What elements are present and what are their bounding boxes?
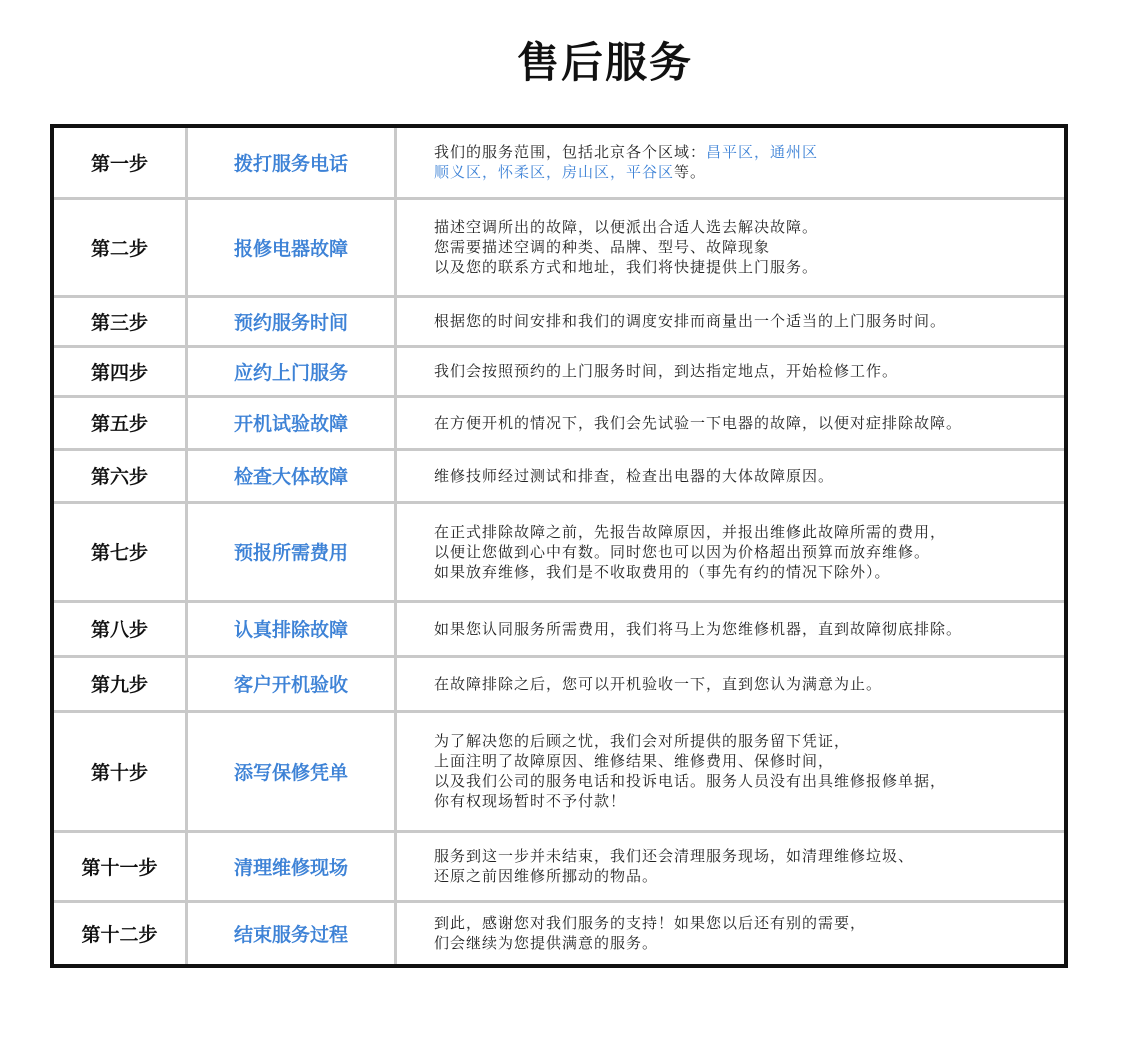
description-line: 维修技师经过测试和排查，检查出电器的大体故障原因。 bbox=[434, 466, 835, 485]
step-description bbox=[396, 711, 1065, 831]
step-row bbox=[54, 901, 1064, 964]
service-areas: 顺义区，怀柔区，房山区，平谷区 bbox=[434, 163, 675, 182]
description-text: 我们的服务范围，包括北京各个区域： bbox=[434, 143, 707, 162]
description-line: 以及我们公司的服务电话和投诉电话。服务人员没有出具维修报修单据， bbox=[434, 772, 947, 790]
service-steps-table bbox=[50, 124, 1068, 968]
step-action: 认真排除故障 bbox=[187, 601, 396, 656]
step-action: 清理维修现场 bbox=[187, 831, 396, 901]
step-number: 第十二步 bbox=[54, 901, 187, 964]
description-line: 以便让您做到心中有数。同时您也可以因为价格超出预算而放弃维修。 bbox=[434, 542, 931, 561]
step-number: 第四步 bbox=[54, 346, 187, 396]
step-number: 第七步 bbox=[54, 502, 187, 601]
step-action: 预报所需费用 bbox=[187, 502, 396, 601]
description-line: 们会继续为您提供满意的服务。 bbox=[434, 934, 659, 953]
step-description bbox=[396, 656, 1065, 711]
description-line: 还原之前因维修所挪动的物品。 bbox=[434, 867, 659, 885]
description-line: 为了解决您的后顾之忧，我们会对所提供的服务留下凭证， bbox=[434, 732, 851, 750]
step-action: 结束服务过程 bbox=[187, 901, 396, 964]
step-description bbox=[396, 831, 1065, 901]
description-line: 服务到这一步并未结束，我们还会清理服务现场，如清理维修垃圾、 bbox=[434, 847, 915, 865]
step-action: 客户开机验收 bbox=[187, 656, 396, 711]
step-description bbox=[396, 601, 1065, 656]
step-number: 第九步 bbox=[54, 656, 187, 711]
step-description bbox=[396, 901, 1065, 964]
description-line: 上面注明了故障原因、维修结果、维修费用、保修时间， bbox=[434, 752, 835, 770]
description-line: 如果放弃维修，我们是不收取费用的（事先有约的情况下除外）。 bbox=[434, 562, 891, 581]
step-description bbox=[396, 449, 1065, 502]
description-line: 如果您认同服务所需费用，我们将马上为您维修机器，直到故障彻底排除。 bbox=[434, 619, 963, 638]
step-description bbox=[396, 198, 1065, 296]
step-description bbox=[396, 396, 1065, 449]
description-line: 我们会按照预约的上门服务时间，到达指定地点，开始检修工作。 bbox=[434, 362, 899, 380]
step-number: 第二步 bbox=[54, 198, 187, 296]
step-number: 第十一步 bbox=[54, 831, 187, 901]
step-action: 开机试验故障 bbox=[187, 396, 396, 449]
step-description bbox=[396, 502, 1065, 601]
step-description bbox=[396, 296, 1065, 346]
step-action: 添写保修凭单 bbox=[187, 711, 396, 831]
step-row bbox=[54, 656, 1064, 711]
step-action: 检查大体故障 bbox=[187, 449, 396, 502]
description-line: 在方便开机的情况下，我们会先试验一下电器的故障，以便对症排除故障。 bbox=[434, 413, 963, 432]
description-line: 你有权现场暂时不予付款！ bbox=[434, 792, 627, 810]
step-action: 拨打服务电话 bbox=[187, 128, 396, 198]
description-text: 等。 bbox=[674, 163, 707, 182]
description-line bbox=[434, 142, 1054, 162]
description-line: 到此，感谢您对我们服务的支持！如果您以后还有别的需要， bbox=[434, 914, 867, 933]
step-row bbox=[54, 502, 1064, 601]
step-number: 第一步 bbox=[54, 128, 187, 198]
step-description bbox=[396, 346, 1065, 396]
step-row bbox=[54, 711, 1064, 831]
step-action: 应约上门服务 bbox=[187, 346, 396, 396]
step-row bbox=[54, 128, 1064, 198]
description-line: 以及您的联系方式和地址，我们将快捷提供上门服务。 bbox=[434, 258, 819, 276]
service-areas: 昌平区，通州区 bbox=[706, 143, 819, 162]
step-description bbox=[396, 128, 1065, 198]
page-title: 售后服务 bbox=[516, 38, 693, 87]
step-number: 第三步 bbox=[54, 296, 187, 346]
step-action: 报修电器故障 bbox=[187, 198, 396, 296]
step-row bbox=[54, 198, 1064, 296]
step-number: 第五步 bbox=[54, 396, 187, 449]
step-row bbox=[54, 601, 1064, 656]
step-number: 第六步 bbox=[54, 449, 187, 502]
step-number: 第十步 bbox=[54, 711, 187, 831]
step-row bbox=[54, 396, 1064, 449]
description-line bbox=[434, 162, 1054, 182]
step-action: 预约服务时间 bbox=[187, 296, 396, 346]
description-line: 您需要描述空调的种类、品牌、型号、故障现象 bbox=[434, 238, 771, 256]
description-line: 在正式排除故障之前，先报告故障原因，并报出维修此故障所需的费用， bbox=[434, 522, 947, 541]
step-number: 第八步 bbox=[54, 601, 187, 656]
step-row bbox=[54, 296, 1064, 346]
description-line: 在故障排除之后，您可以开机验收一下，直到您认为满意为止。 bbox=[434, 674, 883, 693]
step-row bbox=[54, 346, 1064, 396]
description-line: 根据您的时间安排和我们的调度安排而商量出一个适当的上门服务时间。 bbox=[434, 312, 947, 330]
description-line: 描述空调所出的故障，以便派出合适人选去解决故障。 bbox=[434, 218, 819, 236]
step-row bbox=[54, 449, 1064, 502]
step-row bbox=[54, 831, 1064, 901]
